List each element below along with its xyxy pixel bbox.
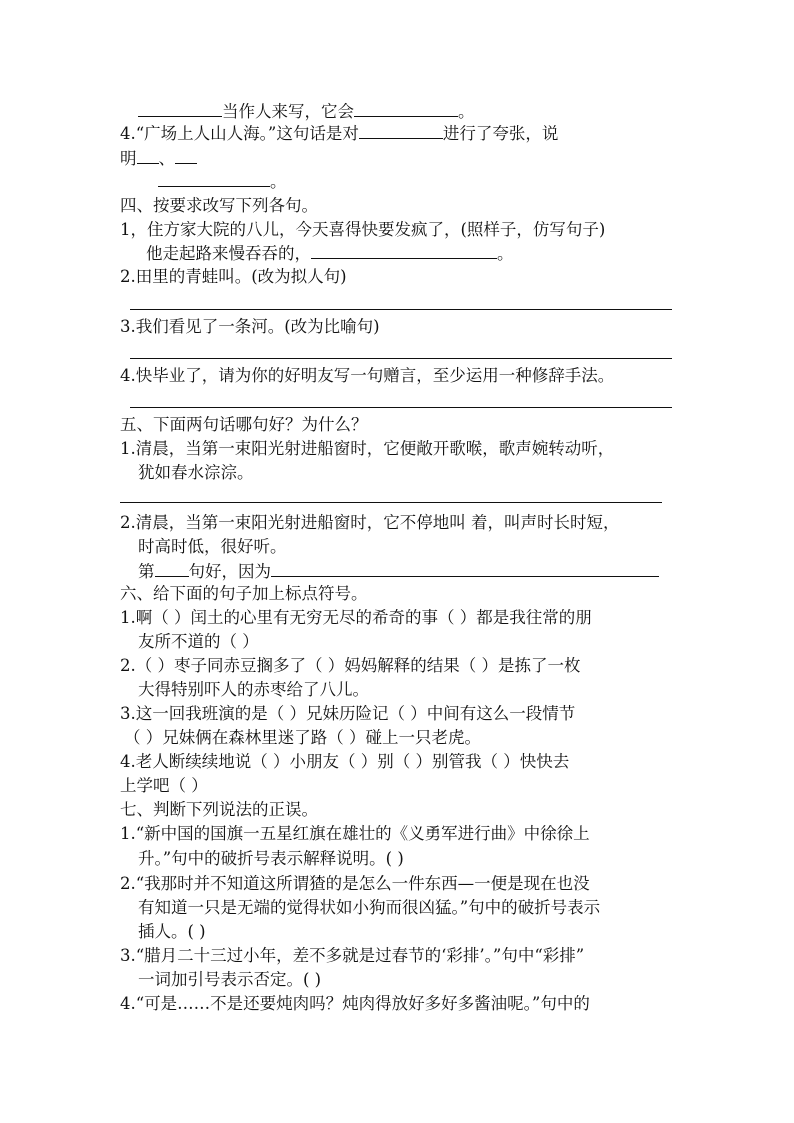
answer-line[interactable]	[120, 502, 662, 503]
section-6-heading: 六、给下面的句子加上标点符号。	[120, 584, 368, 603]
section-7-heading: 七、判断下列说法的正误。	[120, 800, 318, 819]
answer-blank[interactable]	[158, 170, 270, 187]
text-line-21: 大得特别吓人的赤枣给了八儿。	[138, 680, 369, 699]
answer-line[interactable]	[130, 358, 672, 359]
question-4-1: 1，住方家大院的八儿，今天喜得快要发疯了，(照样子，仿写句子)	[120, 220, 606, 239]
answer-blank[interactable]	[175, 147, 197, 164]
text-line-28: 升。”句中的破折号表示解释说明。( )	[138, 849, 404, 868]
section-5-heading: 五、下面两句话哪句好？为什么？	[120, 415, 368, 434]
question-4-2: 2.田里的青蛙叫。(改为拟人句)	[120, 267, 347, 286]
question-4-3: 3.我们看见了一条河。(改为比喻句)	[120, 317, 380, 336]
question-6-4: 4.老人断续续地说（ ）小朋友（ ）别（ ）别管我（ ）快快去	[120, 752, 570, 771]
text-line-13: 犹如春水淙淙。	[138, 463, 254, 482]
answer-blank[interactable]	[354, 100, 458, 117]
question-3-4: 4.“广场上人山人海。”这句话是对 进行了夸张，说	[120, 124, 559, 143]
question-4-4: 4.快毕业了，请为你的好明友写一句赠言，至少运用一种修辞手法。	[120, 366, 615, 385]
section-4-heading: 四、按要求改写下列各句。	[120, 196, 318, 215]
answer-line[interactable]	[130, 407, 672, 408]
sentence-5-2: 2.清晨，当第一束阳光射进船窗时，它不停地叫 着，叫声时长时短，	[120, 513, 620, 532]
text-line-23: （ ）兄妹俩在森林里迷了路（ ）碰上一只老虎。	[124, 728, 481, 747]
answer-blank[interactable]	[155, 560, 189, 577]
answer-line[interactable]	[130, 309, 672, 310]
question-6-1: 1.啊（ ）闰土的心里有无穷无尽的希奇的事（ ）都是我往常的朋	[120, 608, 592, 627]
text-line-16: 第 句好，因为	[138, 560, 659, 583]
text-line-30: 有知道一只是无端的觉得状如小狗而很凶猛。”句中的破折号表示	[138, 898, 601, 917]
answer-blank[interactable]	[138, 100, 222, 117]
text-line-3: 明 、	[120, 147, 197, 170]
answer-blank[interactable]	[359, 122, 443, 139]
text-line-1: 当作人来写，它会 。	[138, 100, 475, 123]
answer-blank[interactable]	[137, 147, 159, 164]
text-line-4: 。	[158, 170, 287, 193]
statement-7-3: 3.“腊月二十三过小年，差不多就是过春节的‘彩排’。”句中“彩排”	[120, 946, 585, 965]
statement-7-2: 2.“我那时并不知道这所谓猹的是怎么一件东西—一便是现在也没	[120, 874, 590, 893]
text-line-7: 他走起路来慢吞吞的， 。	[146, 244, 514, 263]
answer-blank[interactable]	[311, 242, 497, 259]
statement-7-1: 1.“新中国的国旗一五星红旗在雄壮的《义勇军进行曲》中徐徐上	[120, 824, 590, 843]
text-line-31: 插人。( )	[138, 922, 206, 941]
text-line-33: 一词加引号表示否定。( )	[138, 970, 322, 989]
text-line-15: 时高时低，很好听。	[138, 537, 287, 556]
question-6-2: 2.（ ）枣子同赤豆搁多了（ ）妈妈解释的结果（ ）是拣了一枚	[120, 656, 581, 675]
question-6-3: 3.这一回我班演的是（ ）兄妹历险记（ ）中间有这么一段情节	[120, 704, 576, 723]
sentence-5-1: 1.清晨，当第一束阳光射进船窗时，它便敞开歌喉，歌声婉转动听，	[120, 439, 615, 458]
answer-blank[interactable]	[271, 560, 659, 577]
text-line-19: 友所不道的（ ）	[138, 632, 259, 651]
statement-7-4: 4.“可是……不是还要炖肉吗？炖肉得放好多好多酱油呢。”句中的	[120, 994, 590, 1013]
text-line-25: 上学吧（ ）	[120, 776, 208, 795]
